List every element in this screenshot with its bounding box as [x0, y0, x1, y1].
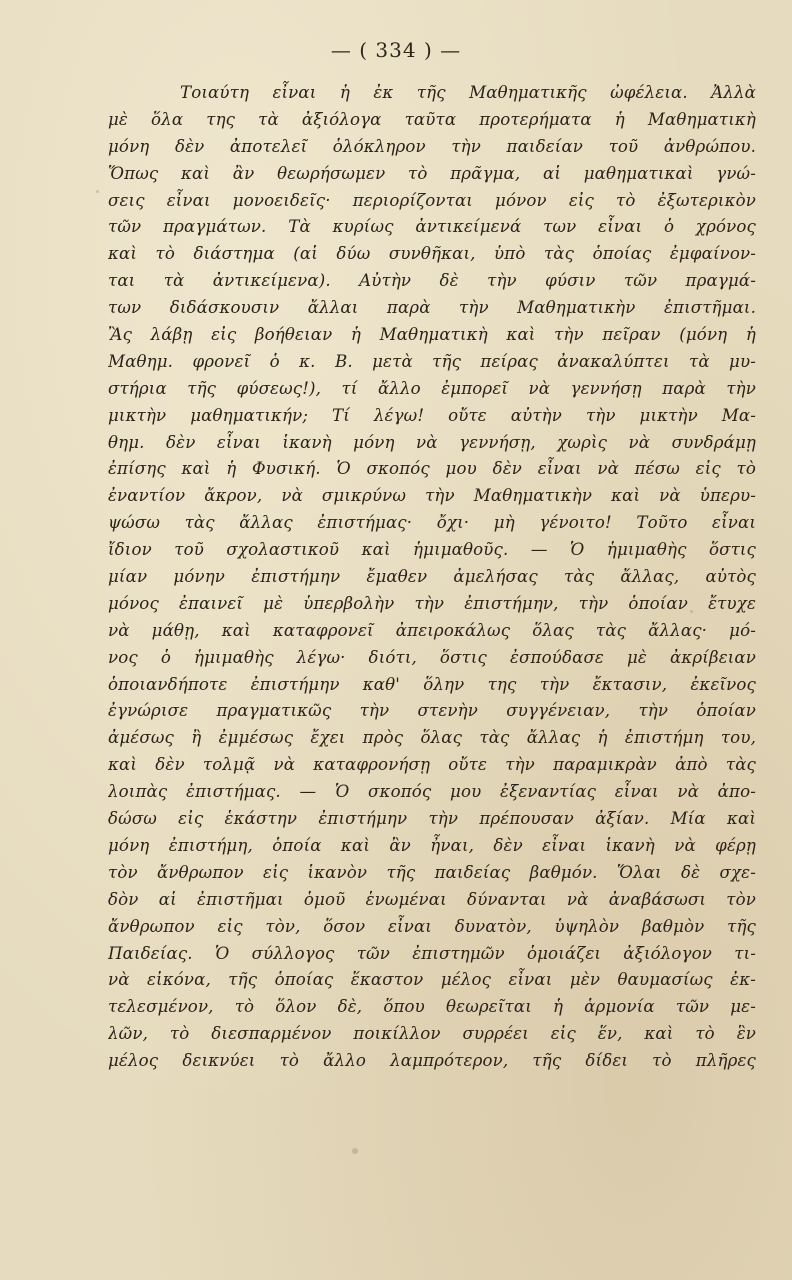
body-text [108, 80, 756, 1075]
text-line: ἐγνώρισε πραγματικῶς τὴν στενὴν συγγένειαν, τὴν ὁποίαν [108, 701, 756, 721]
text-line: λῶν, τὸ διεσπαρμένον ποικίλλον συρρέει εἰς ἕν, καὶ τὸ ἓν [108, 1024, 756, 1044]
text-line: ἄνθρωπον εἰς τὸν, ὅσον εἶναι δυνατὸν, ὑψηλὸν βαθμὸν τῆς [108, 916, 756, 936]
text-line: ἐπίσης καὶ ἡ Φυσική. Ὁ σκοπός μου δὲν εἶναι νὰ πέσω εἰς τὸ [108, 459, 756, 479]
text-line: ἀμέσως ἢ ἐμμέσως ἔχει πρὸς ὅλας τὰς ἄλλας ἡ ἐπιστήμη του, [108, 728, 756, 748]
text-line: ἐναντίον ἄκρον, νὰ σμικρύνω τὴν Μαθηματικὴν καὶ νὰ ὑπερυ- [108, 486, 756, 506]
page-number-header: — ( 334 ) — [330, 38, 462, 62]
text-line: καὶ δὲν τολμᾷ νὰ καταφρονήσῃ οὔτε τὴν παραμικρὰν ἀπὸ τὰς [108, 755, 756, 775]
text-line: σεις εἶναι μονοειδεῖς· περιορίζονται μόνον εἰς τὸ ἐξωτερικὸν [108, 190, 756, 210]
text-line: μέλος δεικνύει τὸ ἄλλο λαμπρότερον, τῆς δίδει τὸ πλῆρες [108, 1051, 756, 1071]
text-line: θημ. δὲν εἶναι ἱκανὴ μόνη νὰ γεννήσῃ, χωρὶς νὰ συνδράμῃ [108, 432, 756, 452]
text-line: μόνη ἐπιστήμη, ὁποία καὶ ἂν ἦναι, δὲν εἶναι ἱκανὴ νὰ φέρῃ [108, 835, 756, 855]
text-line: ὁποιανδήποτε ἐπιστήμην καθ' ὅλην της τὴν ἔκτασιν, ἐκεῖνος [108, 674, 756, 694]
text-line: μόνος ἐπαινεῖ μὲ ὑπερβολὴν τὴν ἐπιστήμην, τὴν ὁποίαν ἔτυχε [108, 593, 756, 613]
text-line: τελεσμένον, τὸ ὅλον δὲ, ὅπου θεωρεῖται ἡ ἁρμονία τῶν με- [108, 997, 756, 1017]
paper-stain [352, 1148, 358, 1154]
text-line: Παιδείας. Ὁ σύλλογος τῶν ἐπιστημῶν ὁμοιάζει ἀξιόλογον τι- [108, 943, 756, 963]
text-line: μόνη δὲν ἀποτελεῖ ὁλόκληρον τὴν παιδείαν τοῦ ἀνθρώπου. [108, 136, 756, 156]
text-line: νὰ εἰκόνα, τῆς ὁποίας ἕκαστον μέλος εἶναι μὲν θαυμασίως ἐκ- [108, 970, 756, 990]
text-line: Ὅπως καὶ ἂν θεωρήσωμεν τὸ πρᾶγμα, αἱ μαθηματικαὶ γνώ- [108, 163, 756, 183]
text-line: στήρια τῆς φύσεως!), τί ἄλλο ἐμπορεῖ νὰ γεννήσῃ παρὰ τὴν [108, 378, 756, 398]
text-line: μίαν μόνην ἐπιστήμην ἔμαθεν ἀμελήσας τὰς ἄλλας, αὐτὸς [108, 567, 756, 587]
text-line: των διδάσκουσιν ἄλλαι παρὰ τὴν Μαθηματικὴν ἐπιστῆμαι. [108, 298, 756, 318]
text-line: Ἂς λάβῃ εἰς βοήθειαν ἡ Μαθηματικὴ καὶ τὴν πεῖραν (μόνη ἡ [108, 325, 756, 345]
text-line: ται τὰ ἀντικείμενα). Αὐτὴν δὲ τὴν φύσιν τῶν πραγμά- [108, 271, 756, 291]
text-line: μικτὴν μαθηματικήν; Τί λέγω! οὔτε αὐτὴν τὴν μικτὴν Μα- [108, 405, 756, 425]
paper-stain [96, 190, 99, 193]
text-line: Τοιαύτη εἶναι ἡ ἐκ τῆς Μαθηματικῆς ὠφέλεια. Ἀλλὰ [180, 83, 756, 102]
text-line: Μαθημ. φρονεῖ ὁ κ. Β. μετὰ τῆς πείρας ἀνακαλύπτει τὰ μυ- [108, 351, 756, 371]
text-line: ψώσω τὰς ἄλλας ἐπιστήμας· ὄχι· μὴ γένοιτο! Τοῦτο εἶναι [108, 513, 756, 533]
text-line: νὰ μάθῃ, καὶ καταφρονεῖ ἀπειροκάλως ὅλας τὰς ἄλλας· μό- [108, 620, 756, 640]
text-line: ἴδιον τοῦ σχολαστικοῦ καὶ ἡμιμαθοῦς. — Ὁ ἡμιμαθὴς ὅστις [108, 540, 756, 560]
text-line: τὸν ἄνθρωπον εἰς ἱκανὸν τῆς παιδείας βαθμόν. Ὅλαι δὲ σχε- [108, 862, 756, 882]
text-line: μὲ ὅλα της τὰ ἀξιόλογα ταῦτα προτερήματα ἡ Μαθηματικὴ [108, 109, 756, 129]
text-line: λοιπὰς ἐπιστήμας. — Ὁ σκοπός μου ἐξεναντίας εἶναι νὰ ἀπο- [108, 782, 756, 802]
text-line: καὶ τὸ διάστημα (αἱ δύω συνθῆκαι, ὑπὸ τὰς ὁποίας ἐμφαίνον- [108, 244, 756, 264]
text-line: δὸν αἱ ἐπιστῆμαι ὁμοῦ ἑνωμέναι δύνανται νὰ ἀναβάσωσι τὸν [108, 889, 756, 909]
text-line: δώσω εἰς ἑκάστην ἐπιστήμην τὴν πρέπουσαν ἀξίαν. Μία καὶ [108, 809, 756, 829]
text-line: τῶν πραγμάτων. Τὰ κυρίως ἀντικείμενά των εἶναι ὁ χρόνος [108, 217, 756, 237]
text-line: νος ὁ ἡμιμαθὴς λέγω· διότι, ὅστις ἐσπούδασε μὲ ἀκρίβειαν [108, 647, 756, 667]
